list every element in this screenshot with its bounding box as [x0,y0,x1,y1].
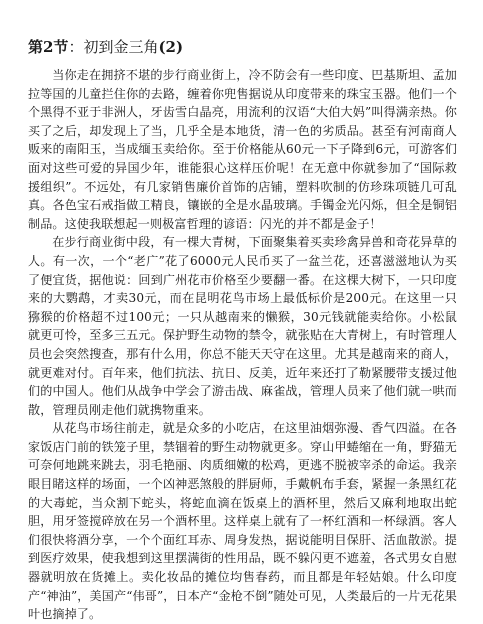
section-title-text: ：初到金三角 [68,38,159,56]
section-title-prefix: 第2节 [28,38,69,56]
section-title-suffix: (2) [158,38,184,56]
paragraph-food-stalls: 从花鸟市场往前走，就是众多的小吃店，在这里油烟弥漫、香气四溢。在各家饭店门前的铁笼子里，禁锢着的野生动物就更多。穿山甲蜷缩在一角，野猫无可奈何地跳来跳去，羽毛艳丽、肉质细嫩的松鸡，更逃不脱被宰杀的命运。我亲眼目睹这样的场面，一个凶神恶煞般的胖厨师，手戴帆布手套，紧握一条黑红花的大毒蛇，当众割下蛇头，将蛇血滴在饭桌上的酒杯里，然后又麻利地取出蛇胆，用牙签搅碎放在另一个酒杯里。这样桌上就有了一杯红酒和一杯绿酒。客人们很快将酒分享，一个个面红耳赤、周身发热，据说能明目保肝、活血散淤。提到医疗效果，使我想到这里摆满街的性用品，既不躲闪更不遮羞，各式男女自慰器就明放在货摊上。卖化妆品的摊位均售春药，而且都是年轻姑娘。什么印度产“神油”，美国产“伟哥”，日本产“金枪不倒”随处可见，人类最后的一片无花果叶也摘掉了。 [28,421,457,622]
paragraph-street-vendors: 当你走在拥挤不堪的步行商业街上，冷不防会有一些印度、巴基斯坦、孟加拉等国的儿童拦住你的去路，缠着你兜售据说从印度带来的珠宝玉器。他们一个个黑得不亚于非洲人，牙齿雪白晶亮，用流利的汉语“大伯大妈”叫得满亲热。你买了之后，却发现上了当，几乎全是本地货，清一色的劣质品。甚至有河南商人贩来的南阳玉，当成缅玉卖给你。至于价格能从60元一下子降到6元，可游客们面对这些可爱的异国少年，谁能狠心这样压价呢！在无意中你就参加了“国际救援组织”。不远处，有几家销售廉价首饰的店铺，塑料吹制的仿珍珠项链几可乱真。各色宝石戒指做工精良，镶嵌的全是水晶玻璃。手镯金光闪烁，但全是铜铝制品。这使我联想起一则极富哲理的谚语：闪光的并不都是金子！ [28,68,457,231]
paragraph-wildlife-market: 在步行商业街中段，有一棵大青树，下面聚集着买卖珍禽异兽和奇花异草的人。有一次，一个“老广”花了6000元人民币买了一盆兰花，还喜滋滋地认为买了便宜货，据他说：回到广州花市价格至少要翻一番。在这棵大树下，一只印度来的大鹦鹉，才卖30元，而在昆明花鸟市场上最低标价是200元。在这里一只猕猴的价格超不过100元；一只从越南来的懒猴，30元钱就能卖给你。小松鼠就更可怜，至多三五元。保护野生动物的禁令，就张贴在大青树上，有时管理人员也会突然搜查，那有什么用，你总不能天天守在这里。尤其是越南来的商人，就更难对付。百年来，他们抗法、抗日、反美，近年来还打了勒紧腰带支援过他们的中国人。他们从战争中学会了游击战、麻雀战，管理人员来了他们就一哄而散，管理员刚走他们就携物重来。 [28,235,457,417]
section-title [28,38,457,56]
